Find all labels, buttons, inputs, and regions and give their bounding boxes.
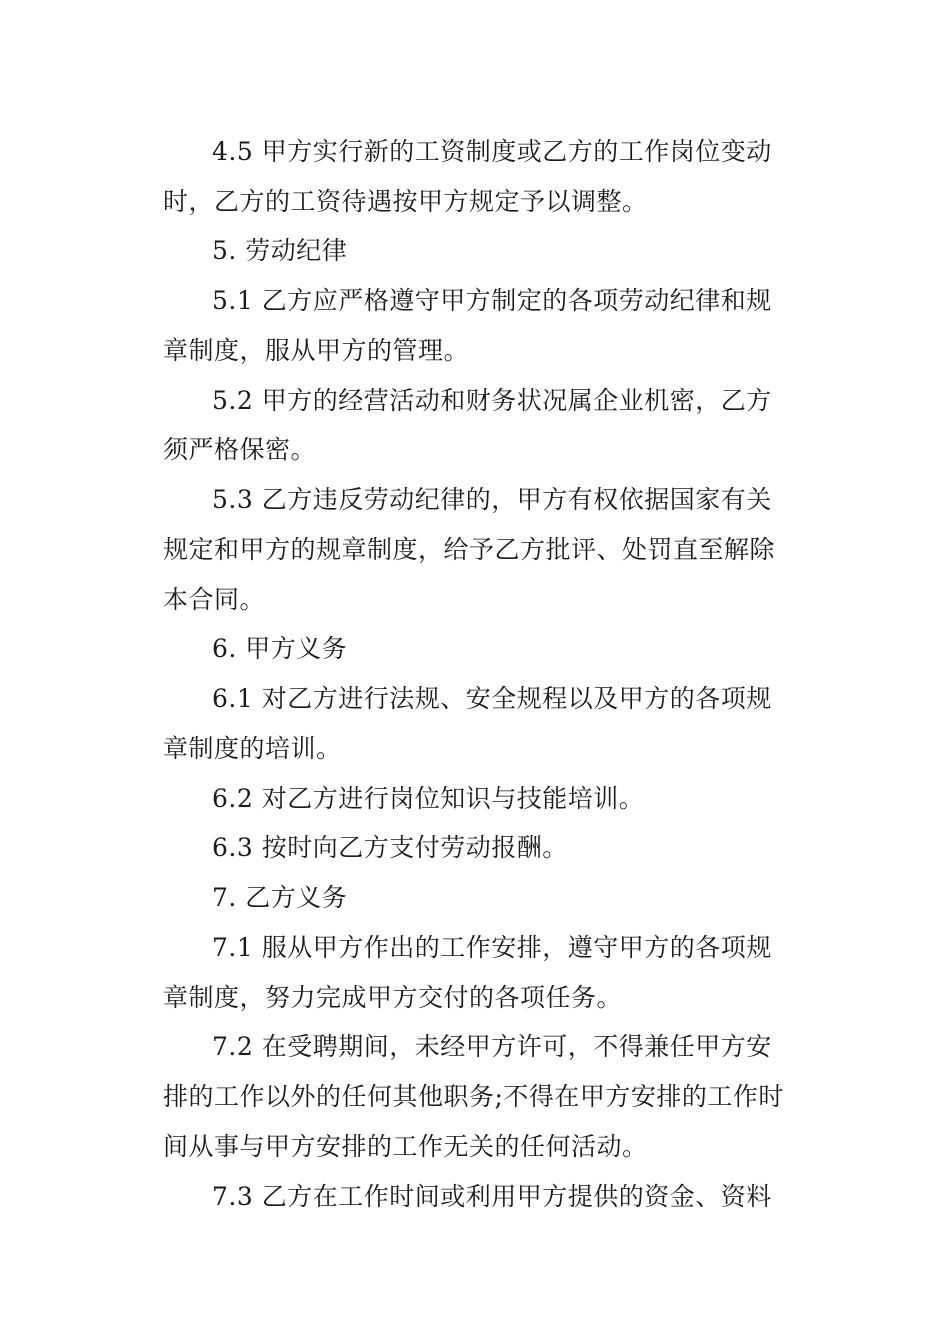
heading-7: 7. 乙方义务 [212, 883, 348, 912]
paragraph-5-3-line-3: 本合同。 [163, 585, 266, 614]
paragraph-6-1-line-1: 6.1 对乙方进行法规、安全规程以及甲方的各项规 [212, 684, 772, 713]
paragraph-6-2: 6.2 对乙方进行岗位知识与技能培训。 [212, 784, 645, 813]
paragraph-5-1-line-1: 5.1 乙方应严格遵守甲方制定的各项劳动纪律和规 [212, 286, 772, 315]
paragraph-7-3-line-1: 7.3 乙方在工作时间或利用甲方提供的资金、资料 [212, 1182, 772, 1211]
paragraph-6-1-line-2: 章制度的培训。 [163, 734, 342, 763]
paragraph-7-2-line-1: 7.2 在受聘期间，未经甲方许可，不得兼任甲方安 [212, 1032, 772, 1061]
heading-5: 5. 劳动纪律 [212, 236, 348, 265]
paragraph-7-1-line-1: 7.1 服从甲方作出的工作安排，遵守甲方的各项规 [212, 933, 772, 962]
paragraph-7-2-line-3: 间从事与甲方安排的工作无关的任何活动。 [163, 1132, 648, 1161]
paragraph-4-5-line-1: 4.5 甲方实行新的工资制度或乙方的工作岗位变动 [212, 137, 772, 166]
paragraph-5-3-line-2: 规定和甲方的规章制度，给予乙方批评、处罚直至解除 [163, 535, 776, 564]
paragraph-6-3: 6.3 按时向乙方支付劳动报酬。 [212, 833, 568, 862]
heading-6: 6. 甲方义务 [212, 634, 348, 663]
paragraph-7-2-line-2: 排的工作以外的任何其他职务;不得在甲方安排的工作时 [163, 1082, 784, 1111]
paragraph-4-5-line-2: 时，乙方的工资待遇按甲方规定予以调整。 [163, 187, 648, 216]
paragraph-7-1-line-2: 章制度，努力完成甲方交付的各项任务。 [163, 983, 623, 1012]
paragraph-5-2-line-1: 5.2 甲方的经营活动和财务状况属企业机密，乙方 [212, 386, 772, 415]
paragraph-5-2-line-2: 须严格保密。 [163, 435, 317, 464]
paragraph-5-1-line-2: 章制度，服从甲方的管理。 [163, 336, 470, 365]
paragraph-5-3-line-1: 5.3 乙方违反劳动纪律的，甲方有权依据国家有关 [212, 485, 772, 514]
